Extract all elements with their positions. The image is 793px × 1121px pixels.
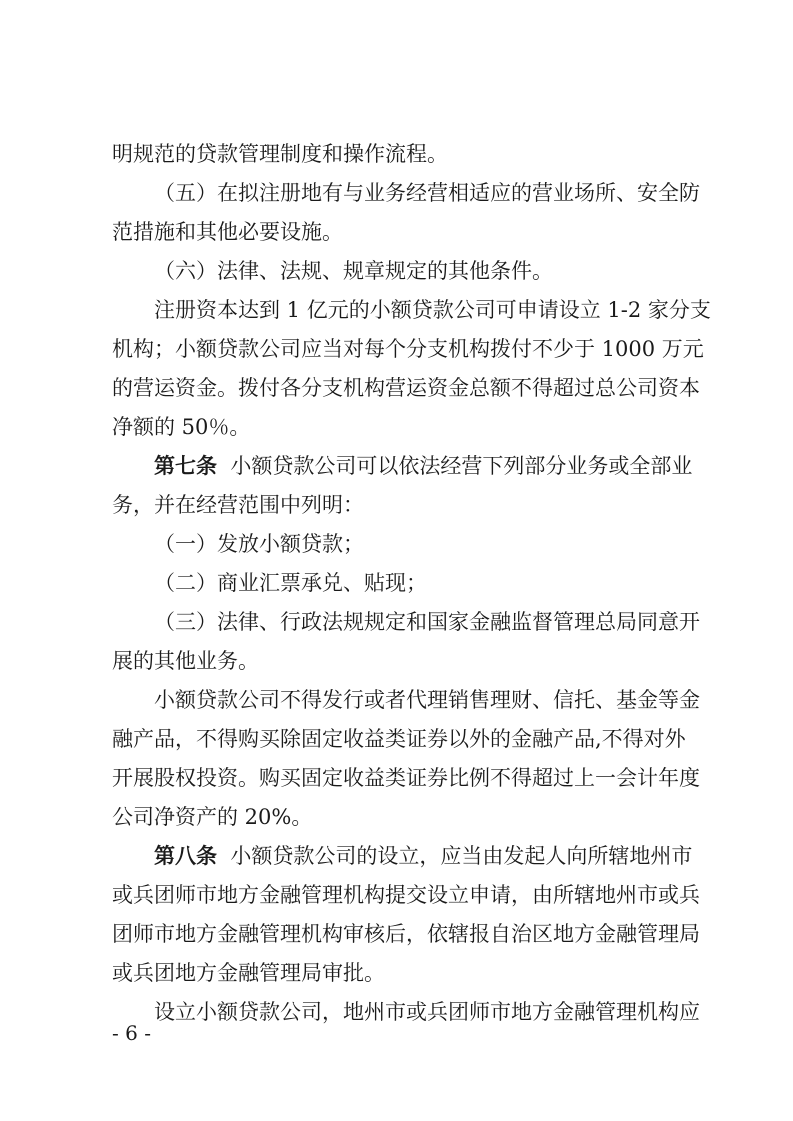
article-8-text: 小额贷款公司的设立，应当由发起人向所辖地州市 [217, 844, 693, 868]
text-line: 展的其他业务。 [112, 649, 259, 673]
text-line: 或兵团地方金融管理局审批。 [112, 961, 385, 985]
text-line: 净额的 50％。 [112, 415, 251, 439]
text-line: 团师市地方金融管理机构审核后，依辖报自治区地方金融管理局 [112, 922, 700, 946]
text-line: （三）法律、行政法规规定和国家金融监督管理总局同意开 [154, 610, 700, 634]
page-number: - 6 - [112, 1021, 151, 1045]
text-line: （五）在拟注册地有与业务经营相适应的营业场所、安全防 [154, 181, 700, 205]
article-7-line [154, 446, 712, 486]
text-line: 小额贷款公司不得发行或者代理销售理财、信托、基金等金 [154, 688, 700, 712]
article-8-line [154, 836, 712, 876]
text-line: 注册资本达到 1 亿元的小额贷款公司可申请设立 1-2 家分支 [154, 298, 711, 322]
text-line: 务，并在经营范围中列明： [112, 493, 364, 517]
text-line: 的营运资金。拨付各分支机构营运资金总额不得超过总公司资本 [112, 376, 700, 400]
text-line: （二）商业汇票承兑、贴现； [154, 571, 427, 595]
text-line: 或兵团师市地方金融管理机构提交设立申请，由所辖地州市或兵 [112, 883, 700, 907]
text-line: 明规范的贷款管理制度和操作流程。 [112, 142, 448, 166]
text-line: 公司净资产的 20%。 [112, 805, 313, 829]
article-7-text: 小额贷款公司可以依法经营下列部分业务或全部业 [217, 454, 693, 478]
text-line: 范措施和其他必要设施。 [112, 220, 343, 244]
text-line: 开展股权投资。购买固定收益类证券比例不得超过上一会计年度 [112, 766, 700, 790]
article-7-heading: 第七条 [154, 453, 217, 478]
text-line: 机构；小额贷款公司应当对每个分支机构拨付不少于 1000 万元 [112, 337, 704, 361]
article-8-heading: 第八条 [154, 843, 217, 868]
text-line: （六）法律、法规、规章规定的其他条件。 [154, 259, 553, 283]
text-line: （一）发放小额贷款； [154, 532, 364, 556]
text-line: 融产品，不得购买除固定收益类证券以外的金融产品,不得对外 [112, 727, 686, 751]
text-line: 设立小额贷款公司，地州市或兵团师市地方金融管理机构应 [154, 1000, 700, 1024]
